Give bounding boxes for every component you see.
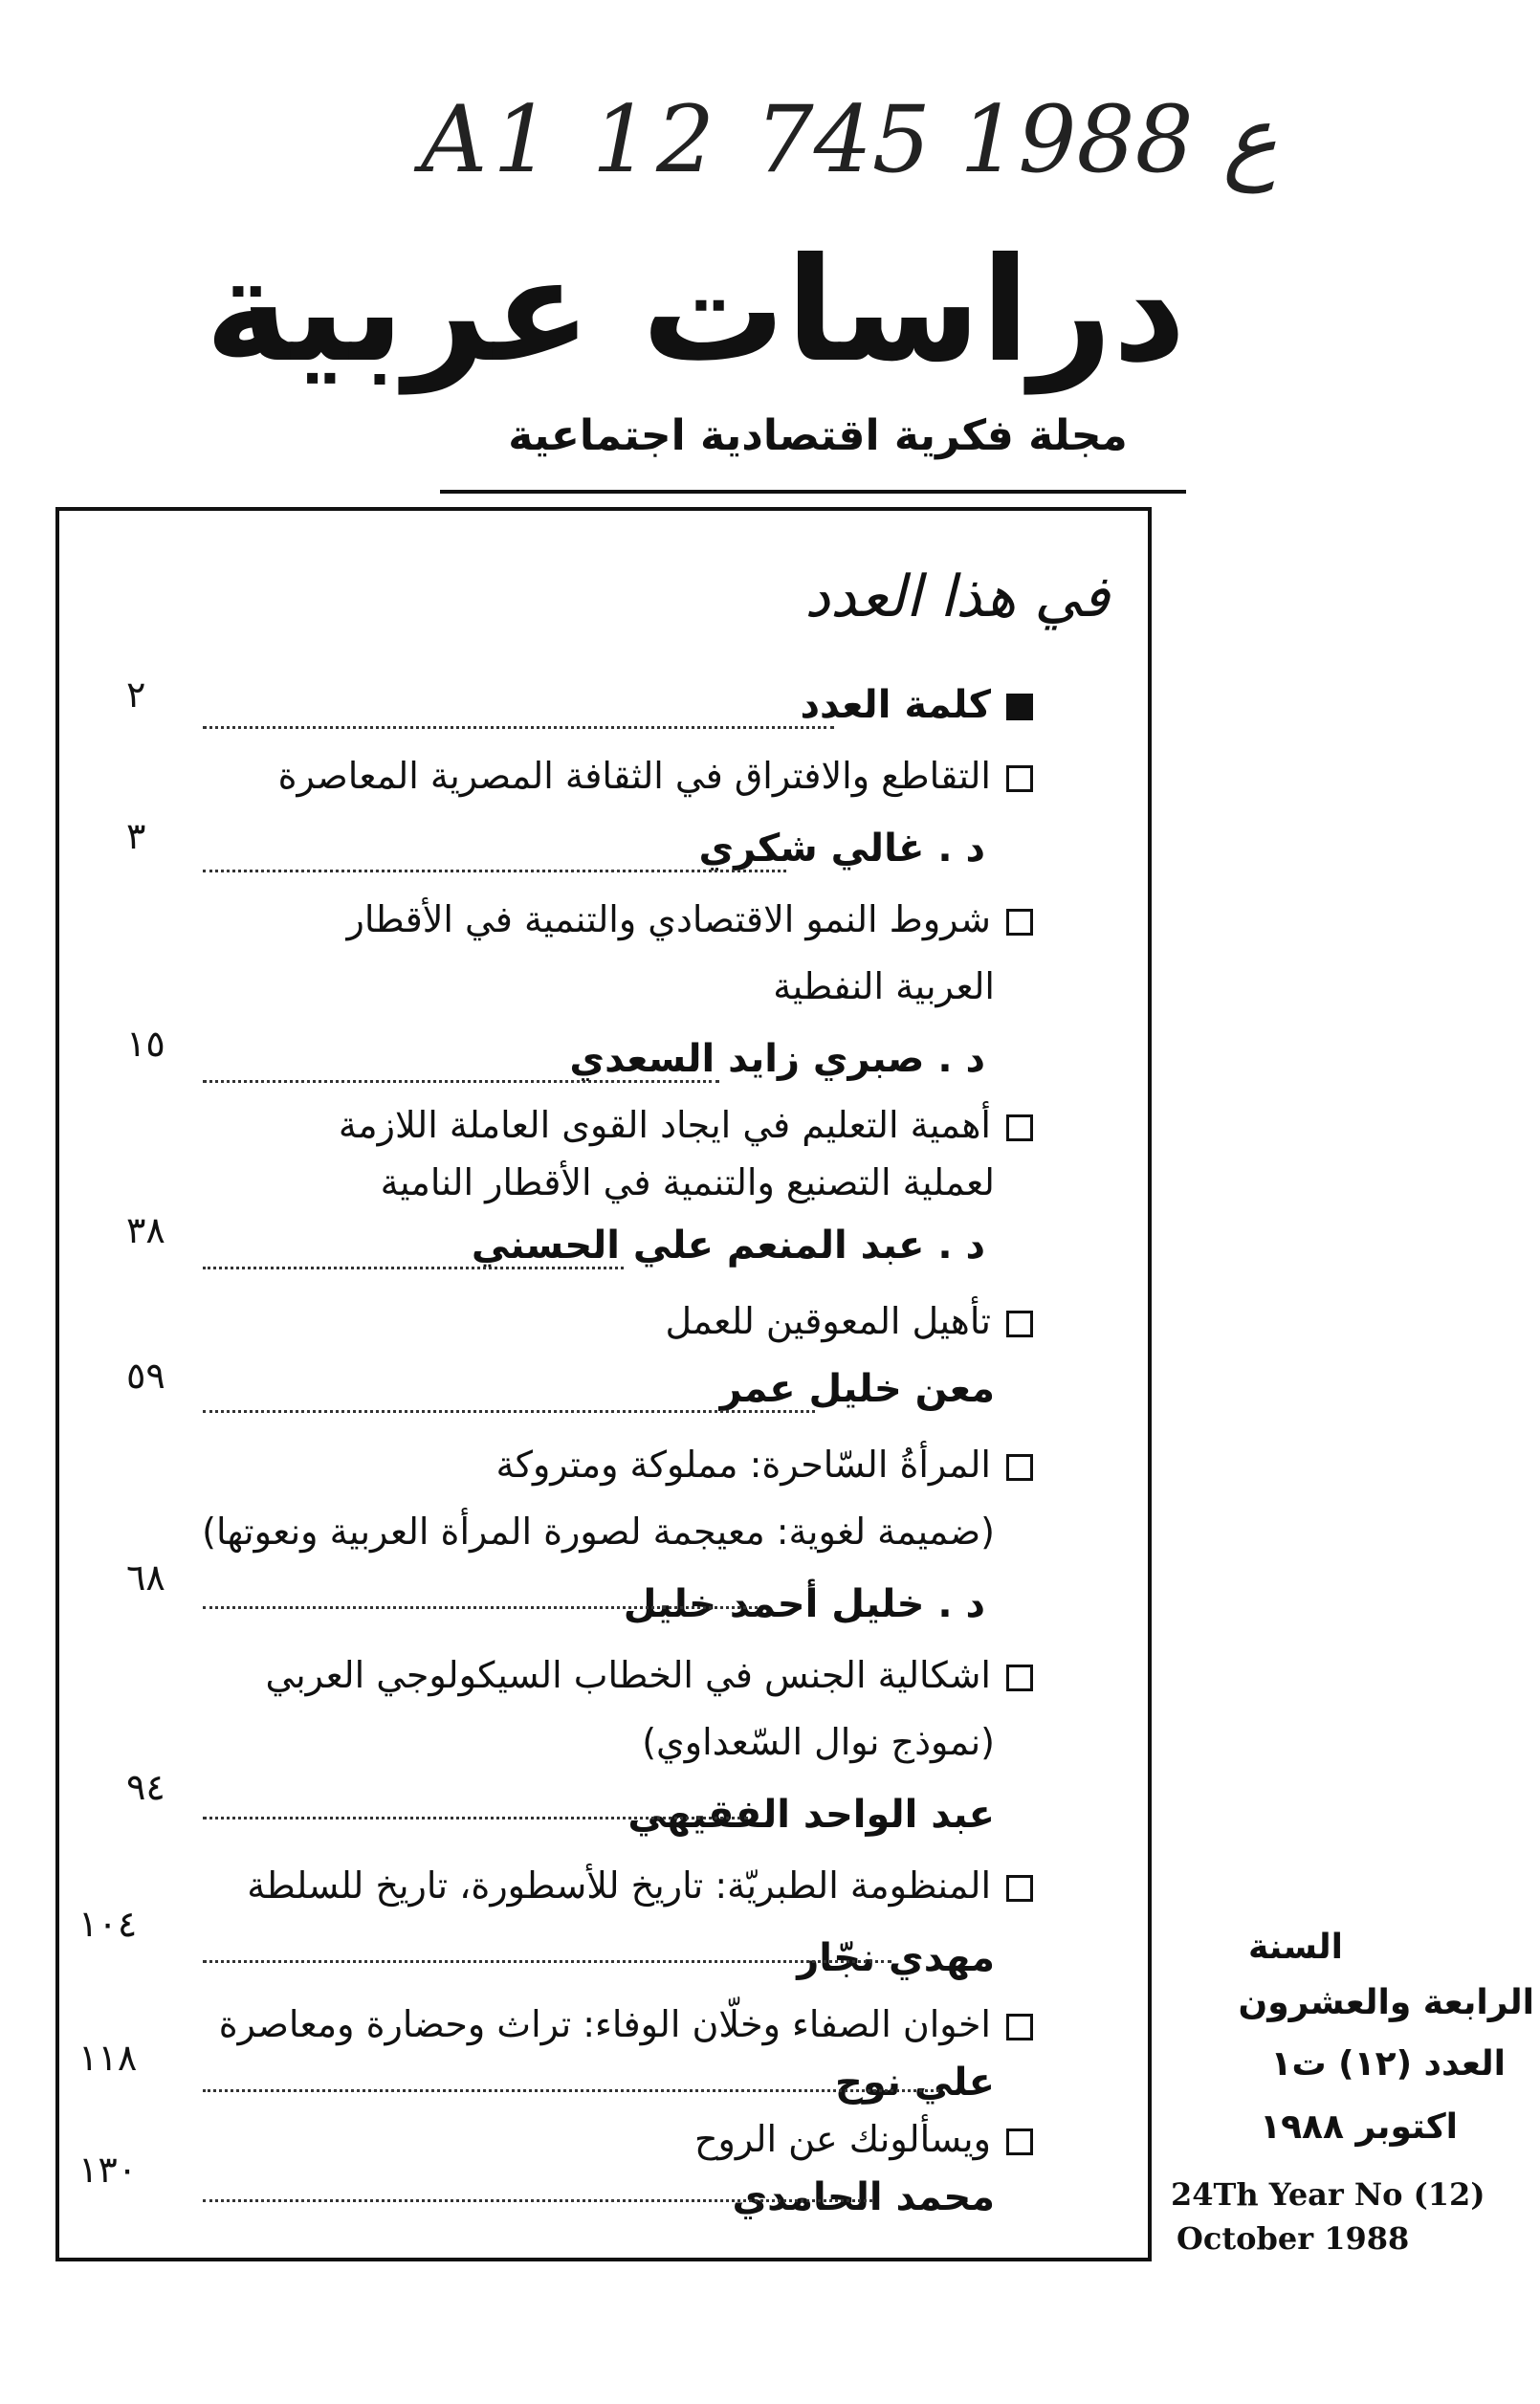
toc-entry-title-line2: لعملية التصنيع والتنمية في الأقطار النامية [380,1161,995,1203]
toc-heading: في هذا العدد [804,563,1110,630]
dot-leader [203,870,786,872]
checkbox-square-icon [1006,2128,1033,2155]
toc-entry-title: المنظومة الطبريّة: تاريخ للأسطورة، تاريخ للسلطة [247,1864,1033,1907]
dot-leader [203,1267,624,1269]
toc-editorial-title: كلمة العدد [800,683,991,727]
toc-page-number: ١١٨ [78,2037,138,2079]
checkbox-square-icon [1006,1114,1033,1141]
toc-page-number: ٦٨ [126,1556,165,1599]
toc-entry-title: التقاطع والافتراق في الثقافة المصرية المعاصرة [278,755,1033,797]
toc-entry-author: علي نوح [835,2061,995,2105]
issue-date-en: October 1988 [1177,2220,1410,2257]
toc-entry-author: د . عبد المنعم علي الحسني [471,1224,985,1268]
toc-page-number: ١٥ [126,1023,165,1065]
toc-entry-author: مهدي نجّار [797,1936,995,1980]
issue-date-ar: اكتوبر ١٩٨٨ [1260,2107,1458,2147]
checkbox-square-icon [1006,1311,1033,1337]
toc-entry-author: محمد الحامدي [732,2175,995,2219]
dot-leader [203,1817,748,1820]
checkbox-square-icon [1006,765,1033,792]
filled-square-icon [1006,694,1033,720]
dot-leader [203,1080,719,1083]
issue-year-label: السنة [1247,1928,1343,1967]
issue-number-en: 24Th Year No (12) [1171,2176,1485,2213]
dot-leader [203,726,834,729]
checkbox-square-icon [1006,1875,1033,1902]
toc-editorial [800,683,1033,727]
masthead-title: دراسات عربية [205,228,1186,394]
toc-entry-author: عبد الواحد الفقيهي [627,1793,995,1837]
issue-number-ar: العدد (١٢) ت١ [1270,2044,1506,2084]
toc-entry-author: د . صبري زايد السعدي [569,1037,985,1081]
toc-entry-author: د . خليل أحمد خليل [623,1582,985,1626]
toc-page-number: ٢ [126,673,146,716]
toc-page-number: ١٣٠ [78,2149,138,2191]
toc-entry-title: المرأةُ السّاحرة: مملوكة ومتروكة [495,1444,1033,1486]
toc-entry-title: اشكالية الجنس في الخطاب السيكولوجي العربي [265,1654,1033,1696]
issue-year-ordinal: الرابعة والعشرون [1238,1983,1534,2022]
toc-entry-author: د . غالي شكري [698,827,985,871]
toc-entry-title: شروط النمو الاقتصادي والتنمية في الأقطار [346,898,1033,940]
toc-page-number: ٥٩ [126,1355,165,1397]
masthead-rule [440,490,1186,494]
checkbox-square-icon [1006,2014,1033,2040]
toc-entry-title-line2: العربية النفطية [773,965,995,1007]
toc-entry-title: اخوان الصفاء وخلّان الوفاء: تراث وحضارة ومعاصرة [219,2003,1033,2045]
toc-page-number: ١٠٤ [78,1903,138,1945]
handwritten-reference: A1 12 ع 1988 745 [421,86,1278,193]
toc-entry-title: أهمية التعليم في ايجاد القوى العاملة اللازمة [339,1104,1033,1146]
toc-entry-title: تأهيل المعوقين للعمل [666,1300,1033,1342]
checkbox-square-icon [1006,909,1033,936]
toc-entry-title-line2: (ضميمة لغوية: معيجمة لصورة المرأة العربية ونعوتها) [202,1511,995,1553]
dot-leader [203,1960,891,1963]
dot-leader [203,2089,939,2092]
toc-page-number: ٣ [126,815,146,857]
checkbox-square-icon [1006,1454,1033,1481]
toc-page-number: ٩٤ [126,1766,165,1808]
dot-leader [203,1410,815,1413]
toc-page-number: ٣٨ [126,1209,165,1251]
masthead-subtitle: مجلة فكرية اقتصادية اجتماعية [508,411,1128,460]
toc-entry-author: معن خليل عمر [719,1367,995,1411]
dot-leader [203,2199,872,2202]
toc-entry-title: ويسألونك عن الروح [694,2118,1033,2160]
dot-leader [203,1606,758,1609]
checkbox-square-icon [1006,1665,1033,1691]
toc-entry-title-line2: (نموذج نوال السّعداوي) [642,1721,995,1763]
table-of-contents [55,507,1152,2261]
